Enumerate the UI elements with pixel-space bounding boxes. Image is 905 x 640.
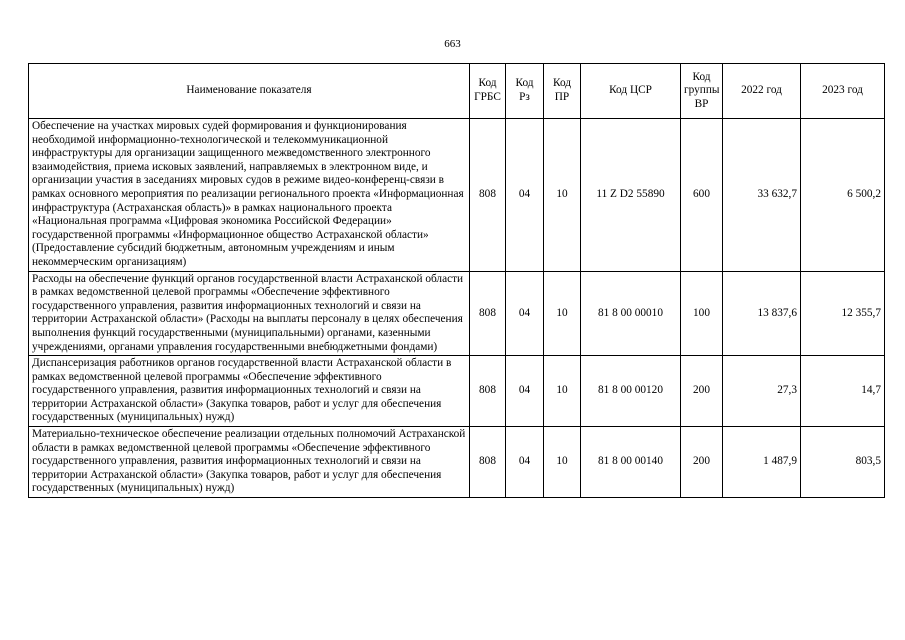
header-grbs: Код ГРБС [470,64,506,119]
header-2022: 2022 год [723,64,801,119]
row-rz: 04 [506,271,544,356]
row-2022: 33 632,7 [723,119,801,272]
row-rz: 04 [506,427,544,498]
row-csr: 81 8 00 00120 [581,356,681,427]
header-name: Наименование показателя [29,64,470,119]
row-grbs: 808 [470,356,506,427]
row-2023: 12 355,7 [801,271,885,356]
row-name: Материально-техническое обеспечение реализации отдельных полномочий Астраханской области в рамках ведомственной целевой программы «Обеспечение эффективного государственного управления, развития информационных технологий и связи на территории Астраханской области» (Закупка товаров, работ и услуг для обеспечения государственных (муниципальных) нужд) [29,427,470,498]
row-2022: 13 837,6 [723,271,801,356]
row-2022: 27,3 [723,356,801,427]
header-csr: Код ЦСР [581,64,681,119]
row-2023: 6 500,2 [801,119,885,272]
budget-table [28,63,885,498]
row-pr: 10 [544,119,581,272]
row-vr: 600 [681,119,723,272]
row-csr: 81 8 00 00140 [581,427,681,498]
table-row [29,356,885,427]
row-pr: 10 [544,427,581,498]
page-number: 663 [444,38,461,50]
header-2023: 2023 год [801,64,885,119]
row-grbs: 808 [470,427,506,498]
header-rz: Код Рз [506,64,544,119]
row-rz: 04 [506,119,544,272]
table-row [29,427,885,498]
row-rz: 04 [506,356,544,427]
row-name: Диспансеризация работников органов государственной власти Астраханской области в рамках ведомственной целевой программы «Обеспечение эффективного государственного управления, развития информационных технологий и связи на территории Астраханской области» (Закупка товаров, работ и услуг для обеспечения государственных (муниципальных) нужд) [29,356,470,427]
table-row [29,271,885,356]
row-grbs: 808 [470,119,506,272]
row-2023: 14,7 [801,356,885,427]
header-vr: Код группы ВР [681,64,723,119]
row-csr: 81 8 00 00010 [581,271,681,356]
table-header-row [29,64,885,119]
table-row [29,119,885,272]
row-name: Расходы на обеспечение функций органов государственной власти Астраханской области в рамках ведомственной целевой программы «Обеспечение эффективного государственного управления, развития информационных технологий и связи на территории Астраханской области» (Расходы на выплаты персоналу в целях обеспечения выполнения функций государственными (муниципальными) органами, казенными учреждениями, органами управления государственными внебюджетными фондами) [29,271,470,356]
row-2023: 803,5 [801,427,885,498]
header-pr: Код ПР [544,64,581,119]
row-2022: 1 487,9 [723,427,801,498]
row-pr: 10 [544,356,581,427]
row-name: Обеспечение на участках мировых судей формирования и функционирования необходимой информационно-технологической и телекоммуникационной инфраструктуры для организации защищенного межведомственного электронного взаимодействия, приема исковых заявлений, направляемых в электронном виде, и организации участия в заседаниях мировых судов в режиме видео-конференц-связи в рамках основного мероприятия по реализации регионального проекта «Информационная инфраструктура (Астраханская область)» в рамках национального проекта «Национальная программа «Цифровая экономика Российской Федерации» государственной программы «Информационное общество Астраханской области» (Предоставление субсидий бюджетным, автономным учреждениям и иным некоммерческим организациям) [29,119,470,272]
row-pr: 10 [544,271,581,356]
row-csr: 11 Z D2 55890 [581,119,681,272]
row-vr: 100 [681,271,723,356]
row-grbs: 808 [470,271,506,356]
row-vr: 200 [681,427,723,498]
row-vr: 200 [681,356,723,427]
